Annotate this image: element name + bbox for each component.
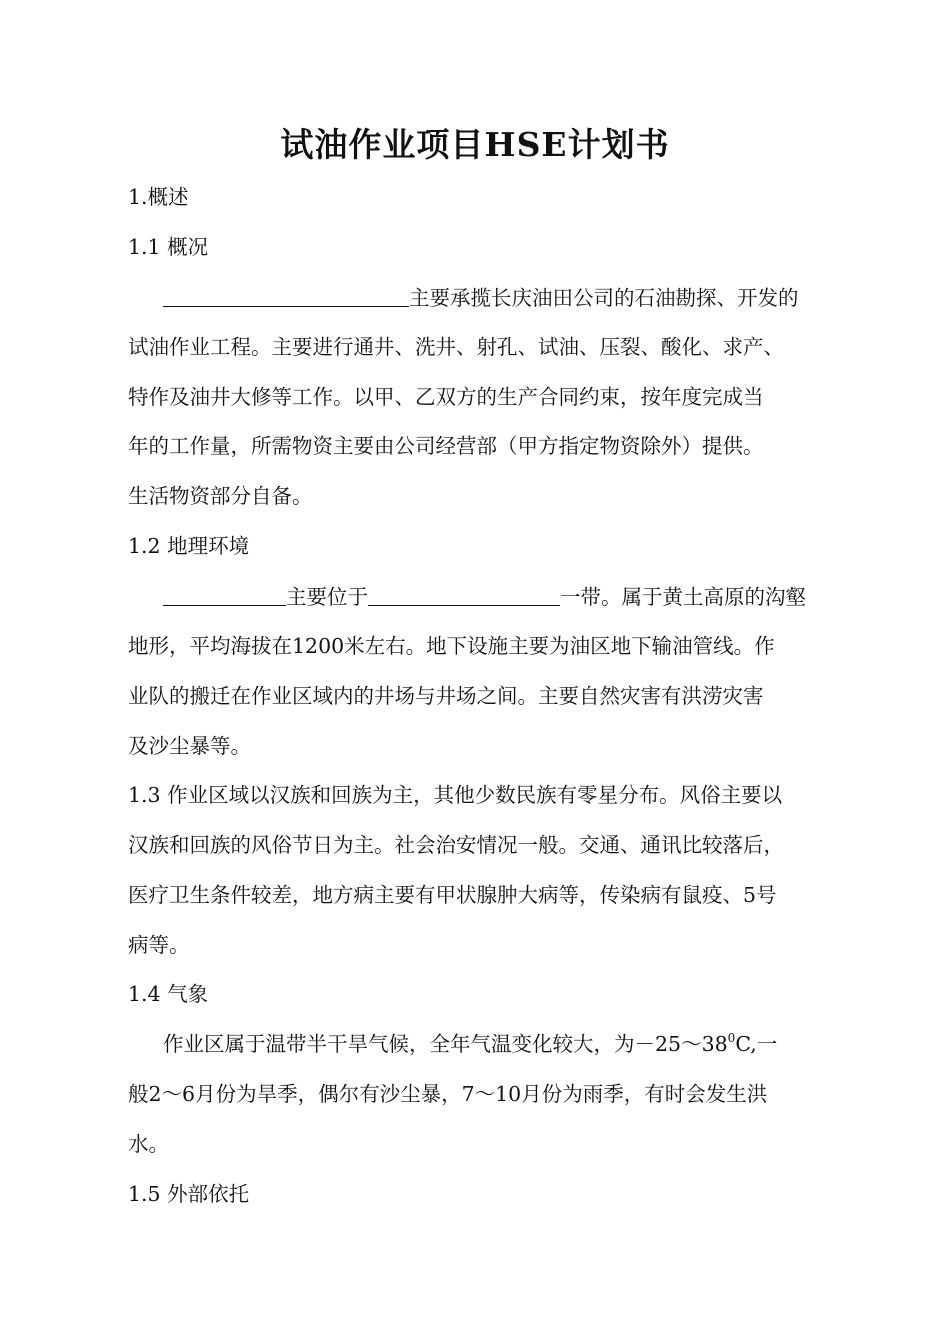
superscript-text: 0 <box>727 1031 736 1045</box>
paragraph-line: 般2～6月份为旱季，偶尔有沙尘暴，7～10月份为雨季，有时会发生洪 <box>128 1082 768 1106</box>
heading-external-support: 1.5 外部依托 <box>128 1182 250 1206</box>
paragraph-line: 试油作业工程。主要进行通井、洗井、射孔、试油、压裂、酸化、求产、 <box>128 335 784 359</box>
heading-general-situation: 1.1 概况 <box>128 235 209 259</box>
paragraph-line <box>163 282 799 313</box>
paragraph-text: 主要位于 <box>286 585 368 609</box>
paragraph-line: 地形，平均海拔在1200米左右。地下设施主要为油区地下输油管线。作 <box>128 634 775 658</box>
paragraph-line: 特作及油井大修等工作。以甲、乙双方的生产合同约束，按年度完成当 <box>128 385 764 409</box>
heading-geography: 1.2 地理环境 <box>128 534 250 558</box>
fill-in-blank <box>163 581 286 606</box>
paragraph-line: 水。 <box>128 1132 169 1156</box>
paragraph-line: 医疗卫生条件较差，地方病主要有甲状腺肿大病等，传染病有鼠疫、5号 <box>128 883 777 907</box>
paragraph-text: 作业区属于温带半干旱气候，全年气温变化较大，为－25～38 <box>163 1032 728 1056</box>
heading-overview: 1.概述 <box>128 185 189 209</box>
paragraph-line: 年的工作量，所需物资主要由公司经营部（甲方指定物资除外）提供。 <box>128 434 764 458</box>
paragraph-line <box>163 1029 777 1059</box>
paragraph-line <box>163 581 806 612</box>
paragraph-line: 汉族和回族的风俗节日为主。社会治安情况一般。交通、通讯比较落后， <box>128 833 784 857</box>
heading-climate: 1.4 气象 <box>128 982 209 1006</box>
fill-in-blank <box>368 581 560 606</box>
paragraph-line: 1.3 作业区域以汉族和回族为主，其他少数民族有零星分布。风俗主要以 <box>128 783 783 807</box>
paragraph-line: 病等。 <box>128 933 190 957</box>
paragraph-text: C,一 <box>735 1032 778 1056</box>
paragraph-text: 主要承揽长庆油田公司的石油勘探、开发的 <box>409 286 799 310</box>
document-title: 试油作业项目HSE计划书 <box>280 125 670 164</box>
paragraph-line: 及沙尘暴等。 <box>128 734 251 758</box>
fill-in-blank <box>163 282 409 307</box>
paragraph-text: 一带。属于黄土高原的沟壑 <box>560 585 806 609</box>
paragraph-line: 业队的搬迁在作业区域内的井场与井场之间。主要自然灾害有洪涝灾害 <box>128 684 764 708</box>
paragraph-line: 生活物资部分自备。 <box>128 484 313 508</box>
